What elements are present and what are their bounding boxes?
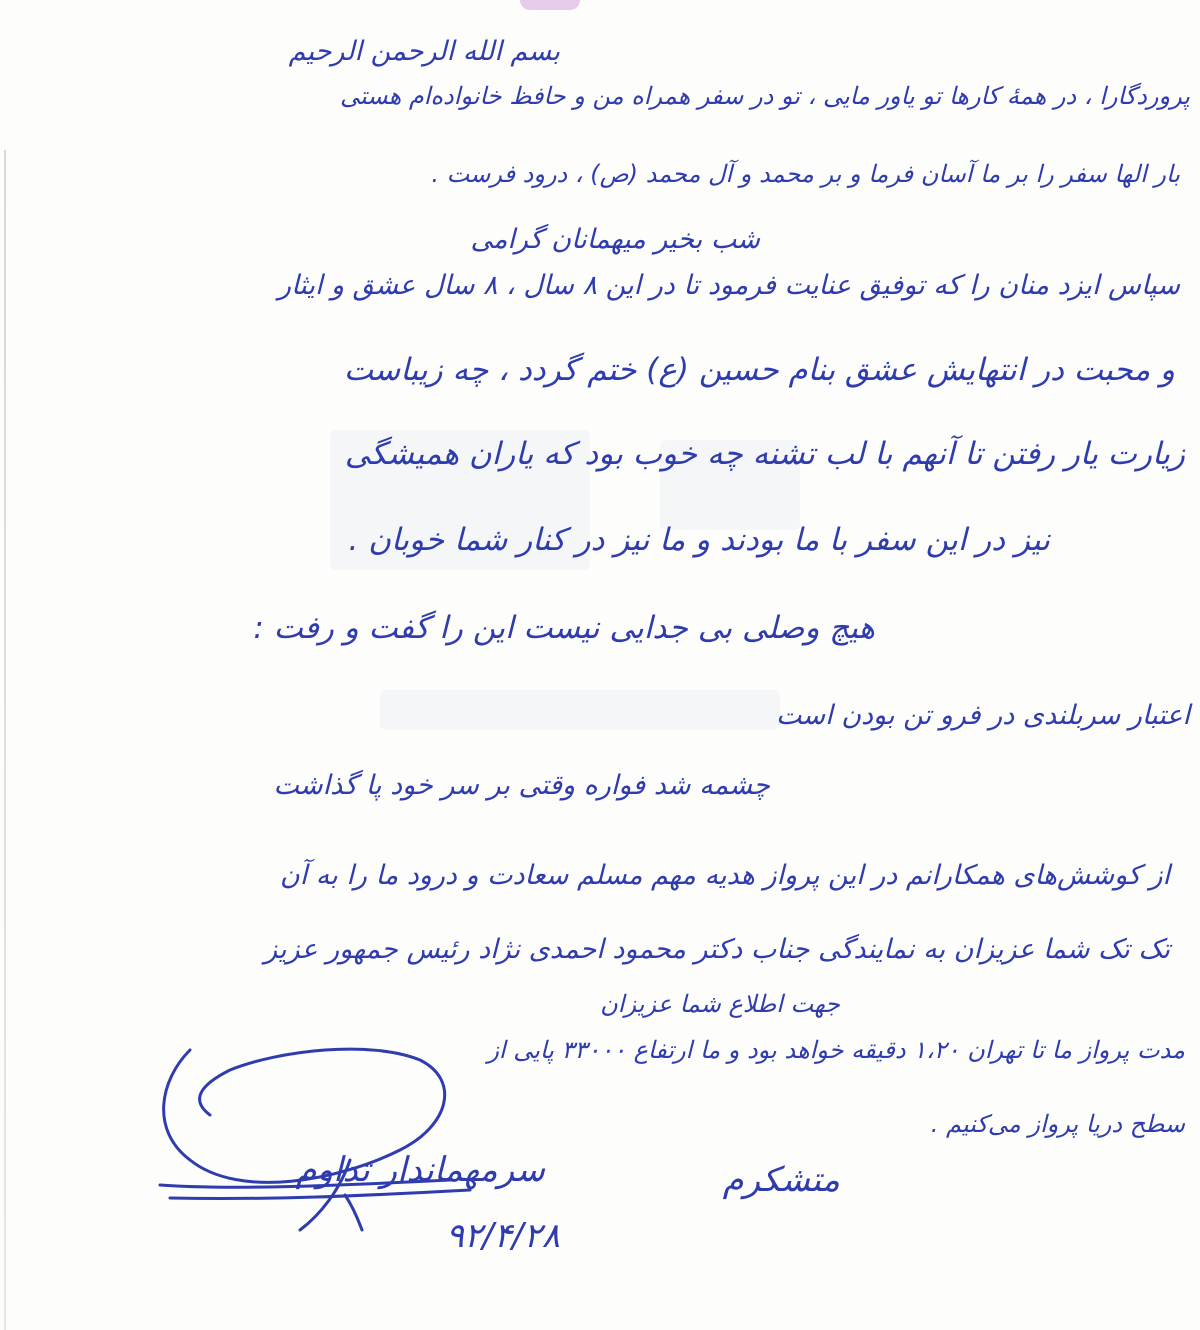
letter-line: و محبت در انتهایش عشق بنام حسین (ع) ختم گردد ، چه زیباست (343, 352, 1175, 388)
letter-line: تک تک شما عزیزان به نمایندگی جناب دکتر محمود احمدی نژاد رئیس جمهور عزیز (264, 934, 1170, 965)
signature-underline-stroke (160, 1180, 470, 1199)
letter-line: نیز در این سفر با ما بودند و ما نیز در کنار شما خوبان . (348, 522, 1050, 558)
letter-line: از کوشش‌های همکارانم در این پرواز هدیه مهم مسلم سعادت و درود ما را به آن (279, 860, 1170, 891)
back-bleed-mark (380, 690, 780, 730)
closing-thanks: متشکرم (722, 1160, 840, 1200)
letter-heading-bismillah: بسم الله الرحمن الرحیم (288, 36, 560, 67)
letter-line: مدت پرواز ما تا تهران ۱،۲۰ دقیقه خواهد بود و ما ارتفاع ۳۳۰۰۰ پایی از (487, 1036, 1185, 1064)
letter-line: شب بخیر میهمانان گرامی (470, 224, 760, 255)
letter-line: جهت اطلاع شما عزیزان (600, 990, 840, 1018)
page-fold-line (4, 150, 6, 1330)
letter-poem-line: چشمه شد فواره وقتی بر سر خود پا گذاشت (273, 770, 770, 801)
letter-date: ۹۲/۴/۲۸ (445, 1216, 560, 1256)
letter-line: زیارت یار رفتن تا آنهم با لب تشنه چه خوب بود که یاران همیشگی (344, 436, 1185, 472)
letter-poem-line: اعتبار سربلندی در فرو تن بودن است (775, 700, 1190, 731)
signer-title: سرمهماندار تداوم (295, 1150, 545, 1190)
ink-stain-mark (520, 0, 580, 10)
letter-line: سپاس ایزد منان را که توفیق عنایت فرمود تا در این ۸ سال ، ۸ سال عشق و ایثار (278, 270, 1180, 301)
letter-line: پروردگارا ، در همهٔ کارها تو یاور مایی ، تو در سفر همراه من و حافظ خانواده‌ام هستی (339, 82, 1190, 110)
letter-line: بار الها سفر را بر ما آسان فرما و بر محمد و آل محمد (ص) ، درود فرست . (431, 160, 1180, 188)
signature-loop-stroke (164, 1049, 445, 1182)
letter-line: سطح دریا پرواز می‌کنیم . (930, 1110, 1185, 1138)
handwritten-signature (150, 1040, 530, 1280)
letter-line: هیچ وصلی بی جدایی نیست این را گفت و رفت : (253, 610, 875, 646)
